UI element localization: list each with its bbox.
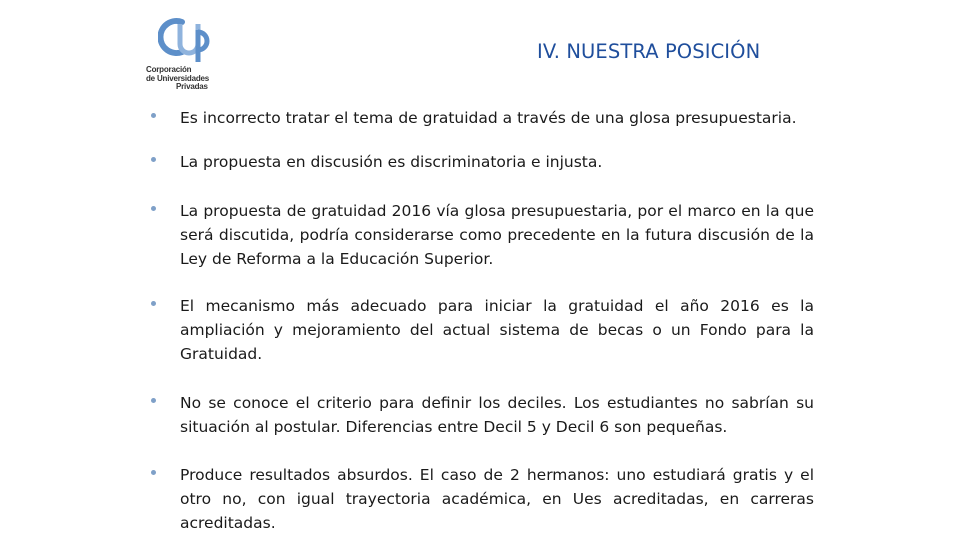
list-item-text: El mecanismo más adecuado para iniciar la gratuidad el año 2016 es la ampliación y mejoramiento del actual sistema de becas o un Fondo para la Gratuidad. xyxy=(180,297,814,363)
cup-logo xyxy=(140,14,230,94)
logo-line: Corporación xyxy=(146,65,192,74)
bullet-dot-icon xyxy=(151,113,156,118)
cup-logo-mark-icon xyxy=(158,14,220,70)
list-item-text: No se conoce el criterio para definir los deciles. Los estudiantes no sabrían su situación al postular. Diferencias entre Decil 5 y Decil 6 son pequeñas. xyxy=(180,394,814,436)
list-item-text: La propuesta en discusión es discriminatoria e injusta. xyxy=(180,153,603,171)
bullet-dot-icon xyxy=(151,301,156,306)
bullet-dot-icon xyxy=(151,206,156,211)
logo-line: Privadas xyxy=(176,82,208,91)
bullet-dot-icon xyxy=(151,157,156,162)
logo-line: de Universidades xyxy=(146,73,210,83)
list-item-text: La propuesta de gratuidad 2016 vía glosa presupuestaria, por el marco en la que será discutida, podría considerarse como precedente en la futura discusión de la Ley de Reforma a la Educación Superior. xyxy=(180,202,814,268)
logo-wordmark xyxy=(146,66,209,92)
page-title: IV. NUESTRA POSICIÓN xyxy=(537,40,761,63)
bullet-dot-icon xyxy=(151,398,156,403)
list-item-text: Produce resultados absurdos. El caso de 2 hermanos: uno estudiará gratis y el otro no, con igual trayectoria académica, en Ues acreditadas, en carreras acreditadas. xyxy=(180,466,814,532)
list-item-text: Es incorrecto tratar el tema de gratuidad a través de una glosa presupuestaria. xyxy=(180,109,797,127)
bullet-dot-icon xyxy=(151,470,156,475)
